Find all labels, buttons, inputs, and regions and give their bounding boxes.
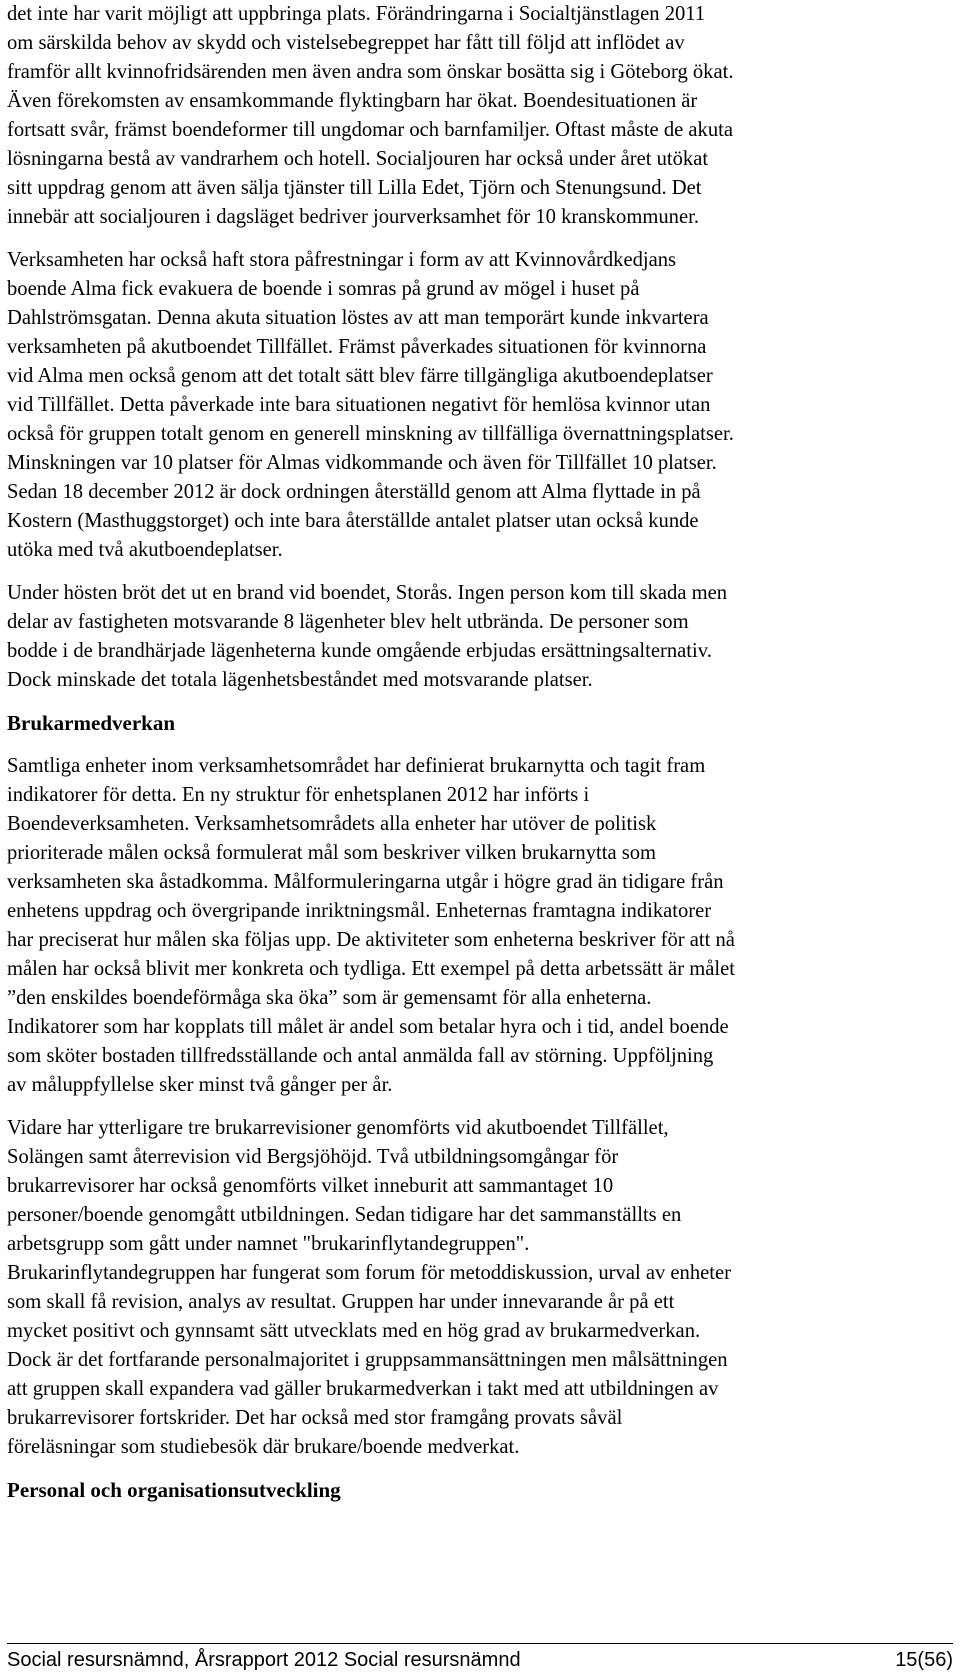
- text-line: prioriterade målen också formulerat mål som beskriver vilken brukarnytta som: [7, 842, 657, 864]
- text-line: vid Alma men också genom att det totalt sätt blev färre tillgängliga akutboendeplatser: [7, 365, 713, 387]
- text-line: delar av fastigheten motsvarande 8 lägenheter blev helt utbrända. De personer som: [7, 611, 689, 633]
- text-line: som skall få revision, analys av resultat. Gruppen har under innevarande år på ett: [7, 1291, 675, 1313]
- text-line: Samtliga enheter inom verksamhetsområdet har definierat brukarnytta och tagit fram: [7, 755, 706, 777]
- text-line: ”den enskildes boendeförmåga ska öka” som är gemensamt för alla enheterna.: [7, 987, 652, 1009]
- text-line: enhetens uppdrag och övergripande inriktningsmål. Enheternas framtagna indikatorer: [7, 900, 712, 922]
- text-line: målen har också blivit mer konkreta och tydliga. Ett exempel på detta arbetssätt är målet: [7, 958, 735, 980]
- page-footer: [7, 1643, 953, 1673]
- paragraph-intro: [7, 0, 953, 232]
- text-line: Dock minskade det totala lägenhetsbeståndet med motsvarande platser.: [7, 669, 593, 691]
- text-line: har preciserat hur målen ska följas upp. De aktiviteter som enheterna beskriver för att nå: [7, 929, 735, 951]
- text-line: Under hösten bröt det ut en brand vid boendet, Storås. Ingen person kom till skada men: [7, 582, 728, 604]
- text-line: som sköter bostaden tillfredsställande och antal anmälda fall av störning. Uppföljning: [7, 1045, 714, 1067]
- text-line: verksamheten på akutboendet Tillfället. Främst påverkades situationen för kvinnorna: [7, 336, 707, 358]
- text-line: arbetsgrupp som gått under namnet "brukarinflytandegruppen".: [7, 1233, 530, 1255]
- text-line: mycket positivt och gynnsamt sätt utvecklats med en hög grad av brukarmedverkan.: [7, 1320, 701, 1342]
- text-line: framför allt kvinnofridsärenden men även andra som önskar bosätta sig i Göteborg ökat.: [7, 61, 734, 83]
- footer-page-number: 15(56): [895, 1649, 953, 1671]
- paragraph-brukarrevisioner: [7, 1114, 953, 1462]
- text-line: vid Tillfället. Detta påverkade inte bara situationen negativt för hemlösa kvinnor utan: [7, 394, 711, 416]
- text-line: av måluppfyllelse sker minst två gånger per år.: [7, 1074, 393, 1096]
- text-line: föreläsningar som studiebesök där brukare/boende medverkat.: [7, 1436, 520, 1458]
- paragraph-brukarnytta: [7, 752, 953, 1100]
- text-line: utöka med två akutboendeplatser.: [7, 539, 283, 561]
- text-line: Även förekomsten av ensamkommande flyktingbarn har ökat. Boendesituationen är: [7, 90, 698, 112]
- text-line: om särskilda behov av skydd och vistelsebegreppet har fått till följd att inflödet av: [7, 32, 685, 54]
- text-line: brukarrevisorer har också genomförts vilket inneburit att sammantaget 10: [7, 1175, 614, 1197]
- text-line: Brukarinflytandegruppen har fungerat som forum för metoddiskussion, urval av enheter: [7, 1262, 732, 1284]
- text-line: verksamheten ska åstadkomma. Målformuleringarna utgår i högre grad än tidigare från: [7, 871, 724, 893]
- text-line: sitt uppdrag genom att även sälja tjänster till Lilla Edet, Tjörn och Stenungsund. Det: [7, 177, 702, 199]
- text-line: lösningarna bestå av vandrarhem och hotell. Socialjouren har också under året utökat: [7, 148, 709, 170]
- footer-document-title: Social resursnämnd, Årsrapport 2012 Social resursnämnd: [7, 1649, 521, 1671]
- document-page: [7, 0, 953, 1505]
- text-line: bodde i de brandhärjade lägenheterna kunde omgående erbjudas ersättningsalternativ.: [7, 640, 712, 662]
- text-line: Minskningen var 10 platser för Almas vidkommande och även för Tillfället 10 platser.: [7, 452, 717, 474]
- paragraph-storas: [7, 579, 953, 695]
- text-line: boende Alma fick evakuera de boende i somras på grund av mögel i huset på: [7, 278, 640, 300]
- text-line: Boendeverksamheten. Verksamhetsområdets alla enheter har utöver de politisk: [7, 813, 657, 835]
- paragraph-alma: [7, 246, 953, 565]
- text-line: Indikatorer som har kopplats till målet är andel som betalar hyra och i tid, andel boende: [7, 1016, 729, 1038]
- text-line: Sedan 18 december 2012 är dock ordningen återställd genom att Alma flyttade in på: [7, 481, 701, 503]
- text-line: brukarrevisorer fortskrider. Det har också med stor framgång provats såväl: [7, 1407, 623, 1429]
- text-line: Dahlströmsgatan. Denna akuta situation löstes av att man temporärt kunde inkvartera: [7, 307, 709, 329]
- text-line: personer/boende genomgått utbildningen. Sedan tidigare har det sammanställts en: [7, 1204, 682, 1226]
- text-line: indikatorer för detta. En ny struktur för enhetsplanen 2012 har införts i: [7, 784, 590, 806]
- text-line: Vidare har ytterligare tre brukarrevisioner genomförts vid akutboendet Tillfället,: [7, 1117, 669, 1139]
- text-line: fortsatt svår, främst boendeformer till ungdomar och barnfamiljer. Oftast måste de akuta: [7, 119, 734, 141]
- text-line: det inte har varit möjligt att uppbringa plats. Förändringarna i Socialtjänstlagen 2011: [7, 3, 706, 25]
- text-line: Solängen samt återrevision vid Bergsjöhöjd. Två utbildningsomgångar för: [7, 1146, 619, 1168]
- text-line: Verksamheten har också haft stora påfrestningar i form av att Kvinnovårdkedjans: [7, 249, 677, 271]
- text-line: innebär att socialjouren i dagsläget bedriver jourverksamhet för 10 kranskommuner.: [7, 206, 699, 228]
- text-line: att gruppen skall expandera vad gäller brukarmedverkan i takt med att utbildningen av: [7, 1378, 719, 1400]
- text-line: Dock är det fortfarande personalmajoritet i gruppsammansättningen men målsättningen: [7, 1349, 728, 1371]
- text-line: Kostern (Masthuggstorget) och inte bara återställde antalet platser utan också kunde: [7, 510, 699, 532]
- text-line: också för gruppen totalt genom en generell minskning av tillfälliga övernattningsplatser.: [7, 423, 734, 445]
- section-heading-personal: Personal och organisationsutveckling: [7, 1478, 341, 1502]
- section-heading-brukarmedverkan: Brukarmedverkan: [7, 711, 175, 735]
